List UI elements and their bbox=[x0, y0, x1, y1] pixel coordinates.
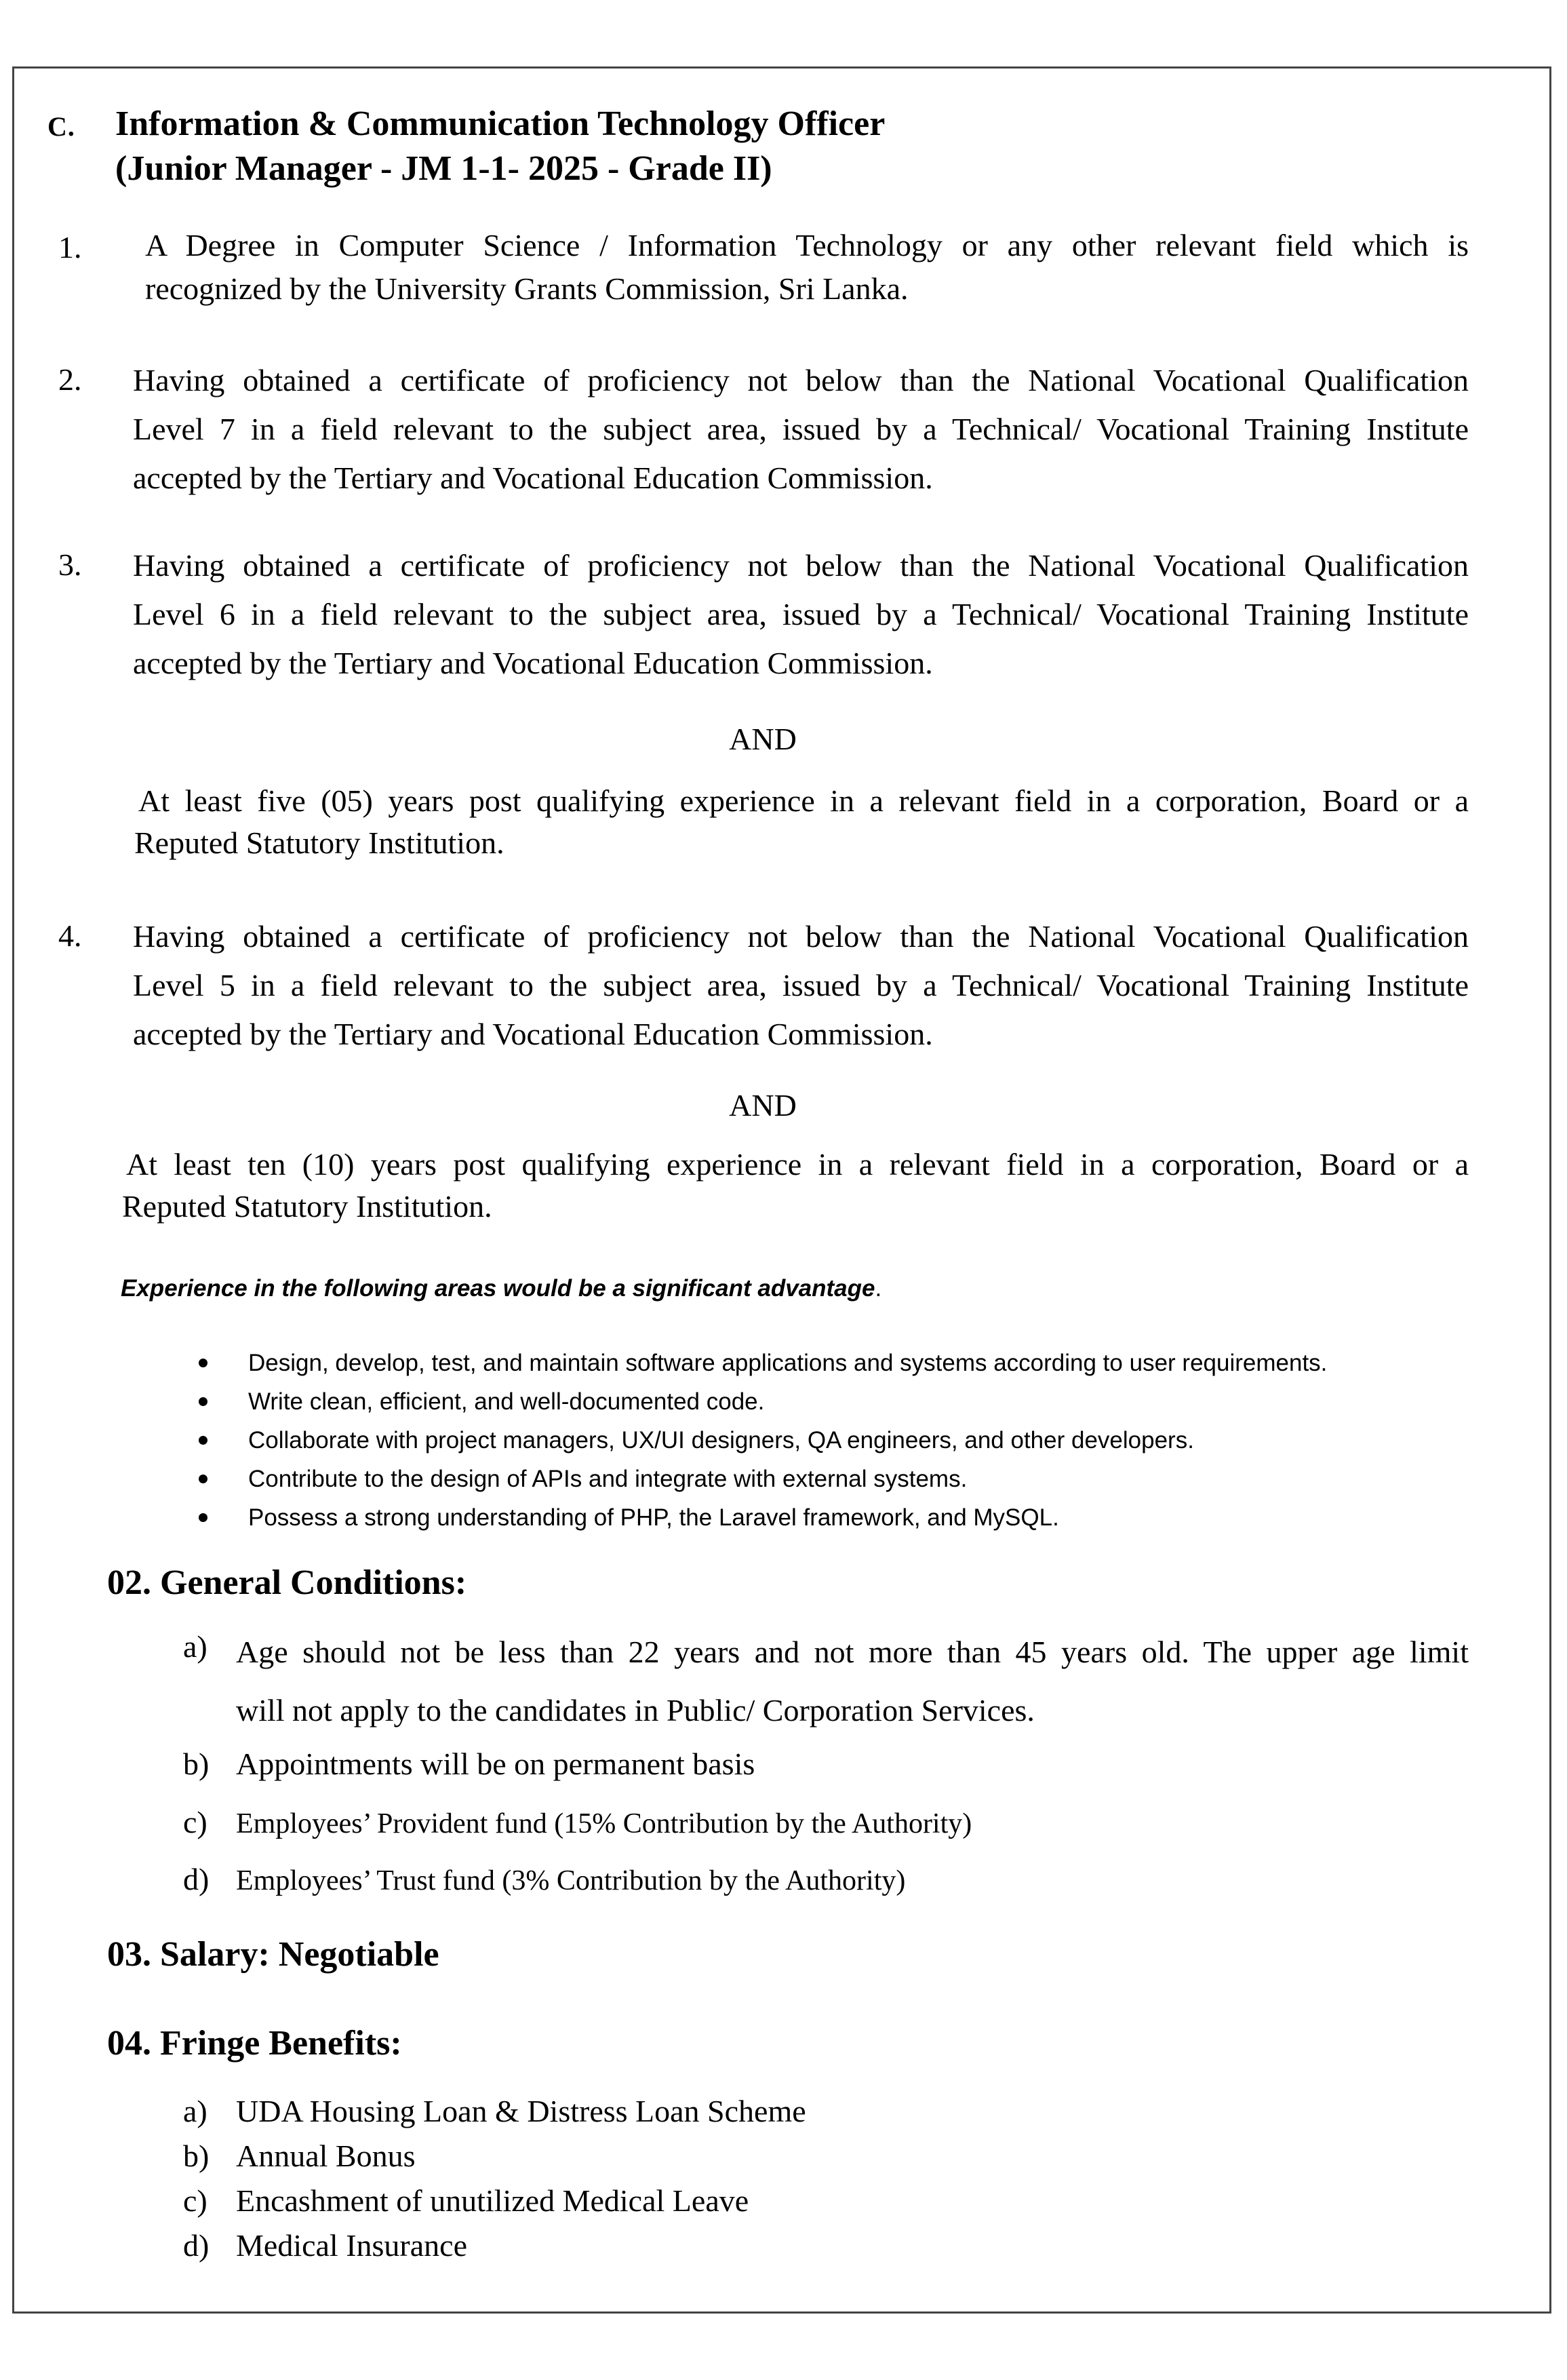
qualification-4-line2: Level 5 in a field relevant to the subject area, issued by a Technical/ Vocational Training Institute bbox=[133, 968, 1469, 1002]
list-item bbox=[183, 2179, 806, 2223]
qualification-1-line1: A Degree in Computer Science / Information Technology or any other relevant field which is bbox=[145, 228, 1469, 262]
list-item-text: Write clean, efficient, and well-documented code. bbox=[248, 1388, 765, 1415]
benefit-label: a) bbox=[183, 2094, 207, 2128]
qualification-4-line3: accepted by the Tertiary and Vocational Education Commission. bbox=[133, 1017, 933, 1051]
benefit-label: b) bbox=[183, 2139, 210, 2173]
bullet-icon bbox=[199, 1359, 207, 1367]
qualification-3-experience bbox=[134, 780, 1469, 864]
condition-c-text: Employees’ Provident fund (15% Contribution by the Authority) bbox=[236, 1808, 972, 1839]
fringe-benefits-heading: 04. Fringe Benefits: bbox=[107, 2024, 402, 2063]
bullet-icon bbox=[199, 1436, 207, 1445]
salary-heading: 03. Salary: Negotiable bbox=[107, 1935, 439, 1974]
qualification-4-exp-line2: Reputed Statutory Institution. bbox=[122, 1189, 492, 1224]
benefit-label: d) bbox=[183, 2228, 210, 2263]
condition-c-label: c) bbox=[183, 1805, 207, 1839]
list-item bbox=[183, 2134, 806, 2179]
list-item bbox=[183, 2089, 806, 2134]
benefit-label: c) bbox=[183, 2183, 207, 2218]
condition-d-label: d) bbox=[183, 1862, 210, 1896]
qualification-3-line2: Level 6 in a field relevant to the subject area, issued by a Technical/ Vocational Training Institute bbox=[133, 597, 1469, 631]
list-item-text: Contribute to the design of APIs and integrate with external systems. bbox=[248, 1466, 968, 1492]
qualification-4-line1: Having obtained a certificate of proficiency not below than the National Vocational Qualification bbox=[133, 919, 1469, 954]
bullet-icon bbox=[199, 1513, 207, 1522]
list-item bbox=[203, 1382, 1492, 1421]
benefit-text: Annual Bonus bbox=[236, 2139, 416, 2173]
qualification-3-exp-line2: Reputed Statutory Institution. bbox=[134, 825, 504, 860]
qualification-4-and: AND bbox=[729, 1088, 797, 1123]
qualification-3-line1: Having obtained a certificate of proficiency not below than the National Vocational Qualification bbox=[133, 548, 1469, 583]
list-item bbox=[203, 1344, 1492, 1382]
condition-a-label: a) bbox=[183, 1629, 207, 1664]
experience-list bbox=[203, 1344, 1492, 1537]
qualification-4-exp-line1: At least ten (10) years post qualifying experience in a relevant field in a corporation, Board or a bbox=[126, 1147, 1469, 1182]
qualification-3-and: AND bbox=[729, 722, 797, 756]
qualification-2-text bbox=[133, 356, 1469, 503]
section-title-line2: (Junior Manager - JM 1-1- 2025 - Grade II) bbox=[115, 149, 772, 188]
section-title bbox=[115, 102, 1471, 191]
list-item bbox=[203, 1421, 1492, 1460]
qualification-3-text bbox=[133, 541, 1469, 688]
condition-a-line2: will not apply to the candidates in Public/ Corporation Services. bbox=[236, 1693, 1035, 1728]
qualification-3-line3: accepted by the Tertiary and Vocational Education Commission. bbox=[133, 646, 933, 680]
qualification-1-text bbox=[145, 224, 1469, 311]
condition-d-text: Employees’ Trust fund (3% Contribution by the Authority) bbox=[236, 1865, 906, 1896]
condition-a-text bbox=[236, 1623, 1469, 1740]
benefit-text: Medical Insurance bbox=[236, 2228, 468, 2263]
qualification-2-number: 2. bbox=[58, 362, 82, 397]
condition-b-label: b) bbox=[183, 1747, 210, 1781]
list-item bbox=[203, 1498, 1492, 1537]
qualification-3-number: 3. bbox=[58, 547, 82, 582]
general-conditions-heading: 02. General Conditions: bbox=[107, 1563, 467, 1602]
section-letter: C. bbox=[47, 111, 75, 142]
bullet-icon bbox=[199, 1475, 207, 1483]
list-item bbox=[183, 2223, 806, 2268]
list-item bbox=[203, 1460, 1492, 1498]
fringe-benefits-list bbox=[183, 2089, 806, 2268]
section-title-line1: Information & Communication Technology Officer bbox=[115, 104, 886, 143]
experience-heading bbox=[121, 1275, 881, 1302]
benefit-text: UDA Housing Loan & Distress Loan Scheme bbox=[236, 2094, 806, 2128]
condition-b-text: Appointments will be on permanent basis bbox=[236, 1747, 755, 1781]
qualification-1-line2: recognized by the University Grants Commission, Sri Lanka. bbox=[145, 271, 909, 306]
experience-heading-period: . bbox=[875, 1275, 882, 1302]
condition-a-line1: Age should not be less than 22 years and not more than 45 years old. The upper age limit bbox=[236, 1635, 1469, 1669]
qualification-4-text bbox=[133, 912, 1469, 1059]
qualification-4-number: 4. bbox=[58, 918, 82, 953]
bullet-icon bbox=[199, 1397, 207, 1406]
list-item-text: Possess a strong understanding of PHP, the Laravel framework, and MySQL. bbox=[248, 1504, 1059, 1531]
benefit-text: Encashment of unutilized Medical Leave bbox=[236, 2183, 749, 2218]
qualification-4-experience bbox=[122, 1144, 1469, 1228]
qualification-1-number: 1. bbox=[58, 230, 82, 265]
experience-heading-text: Experience in the following areas would be a significant advantage bbox=[121, 1275, 875, 1302]
qualification-2-line1: Having obtained a certificate of proficiency not below than the National Vocational Qualification bbox=[133, 363, 1469, 397]
list-item-text: Collaborate with project managers, UX/UI designers, QA engineers, and other developers. bbox=[248, 1427, 1194, 1454]
list-item-text: Design, develop, test, and maintain software applications and systems according to user requirements. bbox=[248, 1350, 1328, 1376]
qualification-3-exp-line1: At least five (05) years post qualifying experience in a relevant field in a corporation, Board or a bbox=[138, 783, 1469, 818]
qualification-2-line3: accepted by the Tertiary and Vocational Education Commission. bbox=[133, 461, 933, 495]
qualification-2-line2: Level 7 in a field relevant to the subject area, issued by a Technical/ Vocational Training Institute bbox=[133, 412, 1469, 446]
